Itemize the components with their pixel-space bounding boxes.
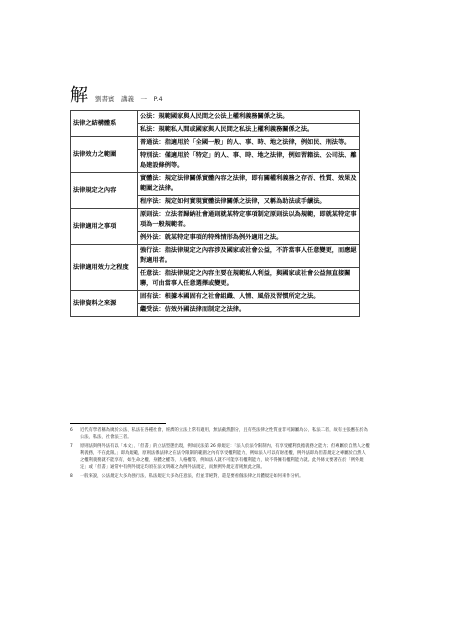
definition-cell: 普通法：指適用於「全國一般」的人、事、時、地之法律，例如民、刑法等。 [138, 137, 360, 150]
table-row [71, 291, 360, 304]
header-title: 解 [70, 85, 89, 106]
footnote [70, 473, 370, 480]
category-cell: 法律效力之範圍 [71, 137, 138, 173]
footnote-text: 原則法與例外法有以「本文」、「但書」的立法型態出現，例如民法第 26 條規定：「法人於法令限制內，有享受權利負擔義務之能力；但專屬於自然人之權利義務，不在此限。」即為規範，原則法係法律之在法令限制的範圍之內有享受權利能力，例如法人可以有財產權，例外法即為但書規定之專屬於自然人之權利義務就不能享有，如生命之權、身體之權等，人格權等，例如法人就不可能享有權利能力，故不得擁有權利能力就。此外條文要著在於「例外規定」或「但書」通常中有例外規定均須在法文明確之為例外法規定，而無例外規定者則無此之限。 [80, 444, 370, 470]
law-classification-table [70, 110, 360, 317]
category-cell: 法律之結構體系 [71, 111, 138, 137]
footnote-number: 7 [70, 444, 73, 449]
table-row [71, 111, 360, 124]
table-row [71, 137, 360, 150]
category-cell: 法律適用之事項 [71, 209, 138, 245]
definition-cell: 公法：規範國家與人民間之公法上權利義務關係之法。 [138, 111, 360, 124]
footnote-text: 一般來說，公法規定大多為強行法，私法規定大多為任意法，但並非絕對，還是要看個法律之具體規定如何來作分析。 [80, 474, 304, 479]
table-row [71, 209, 360, 232]
table-row [71, 173, 360, 196]
category-cell: 法律適用效力之程度 [71, 245, 138, 291]
definition-cell: 特別法：僅適用於「特定」的人、事、時、地之法律，例如習籍法、公司法、離島建設條例等。 [138, 150, 360, 173]
footnote-number: 6 [70, 428, 73, 433]
footnote-number: 8 [70, 474, 73, 479]
definition-cell: 強行法：指法律規定之內容涉及國家或社會公益，不許當事人任意變更，而應絕對適用者。 [138, 245, 360, 268]
footnotes [70, 427, 370, 482]
category-cell: 法律規定之內容 [71, 173, 138, 209]
footnote [70, 443, 370, 471]
definition-cell: 例外法：就某特定事項的特殊情形為例外適用之法。 [138, 232, 360, 245]
page-header [70, 81, 163, 107]
definition-cell: 程序法：規定如何實現實體法律關係之法律，又稱為助法或手續法。 [138, 196, 360, 209]
table-row [71, 245, 360, 268]
definition-cell: 實體法：規定法律關係實體內容之法律，即有關權利義務之存否、性質、效果及範圍之法律。 [138, 173, 360, 196]
header-subtitle: 劉書賓 講義 一 P.4 [95, 95, 163, 103]
footnote-divider [70, 423, 166, 424]
footnote-text: 近代有學者稱為廣於公法、私法在各種社會，經濟的立法上常有適用，無法截然劃分，且有些法律之性質並非可歸屬為公、私法二者，故有主張應在於為公法、私法、社會法三者。 [80, 428, 368, 440]
definition-cell: 任意法：指法律規定之內容主要在規範私人利益，與國家或社會公益無直接關聯，可由當事人任意選擇或變更。 [138, 268, 360, 291]
definition-cell: 繼受法：仿效外國法律而制定之法律。 [138, 304, 360, 317]
definition-cell: 原則法：立法者歸納社會通則就某特定事項制定原則法以為規範，即就某特定事項為一般規範者。 [138, 209, 360, 232]
definition-cell: 私法：規範私人間或國家與人民間之私法上權利義務關係之法。 [138, 124, 360, 137]
category-cell: 法律資料之來源 [71, 291, 138, 317]
definition-cell: 固有法：根據本國固有之社會組織、人情、風俗及習慣所定之法。 [138, 291, 360, 304]
footnote [70, 427, 370, 441]
